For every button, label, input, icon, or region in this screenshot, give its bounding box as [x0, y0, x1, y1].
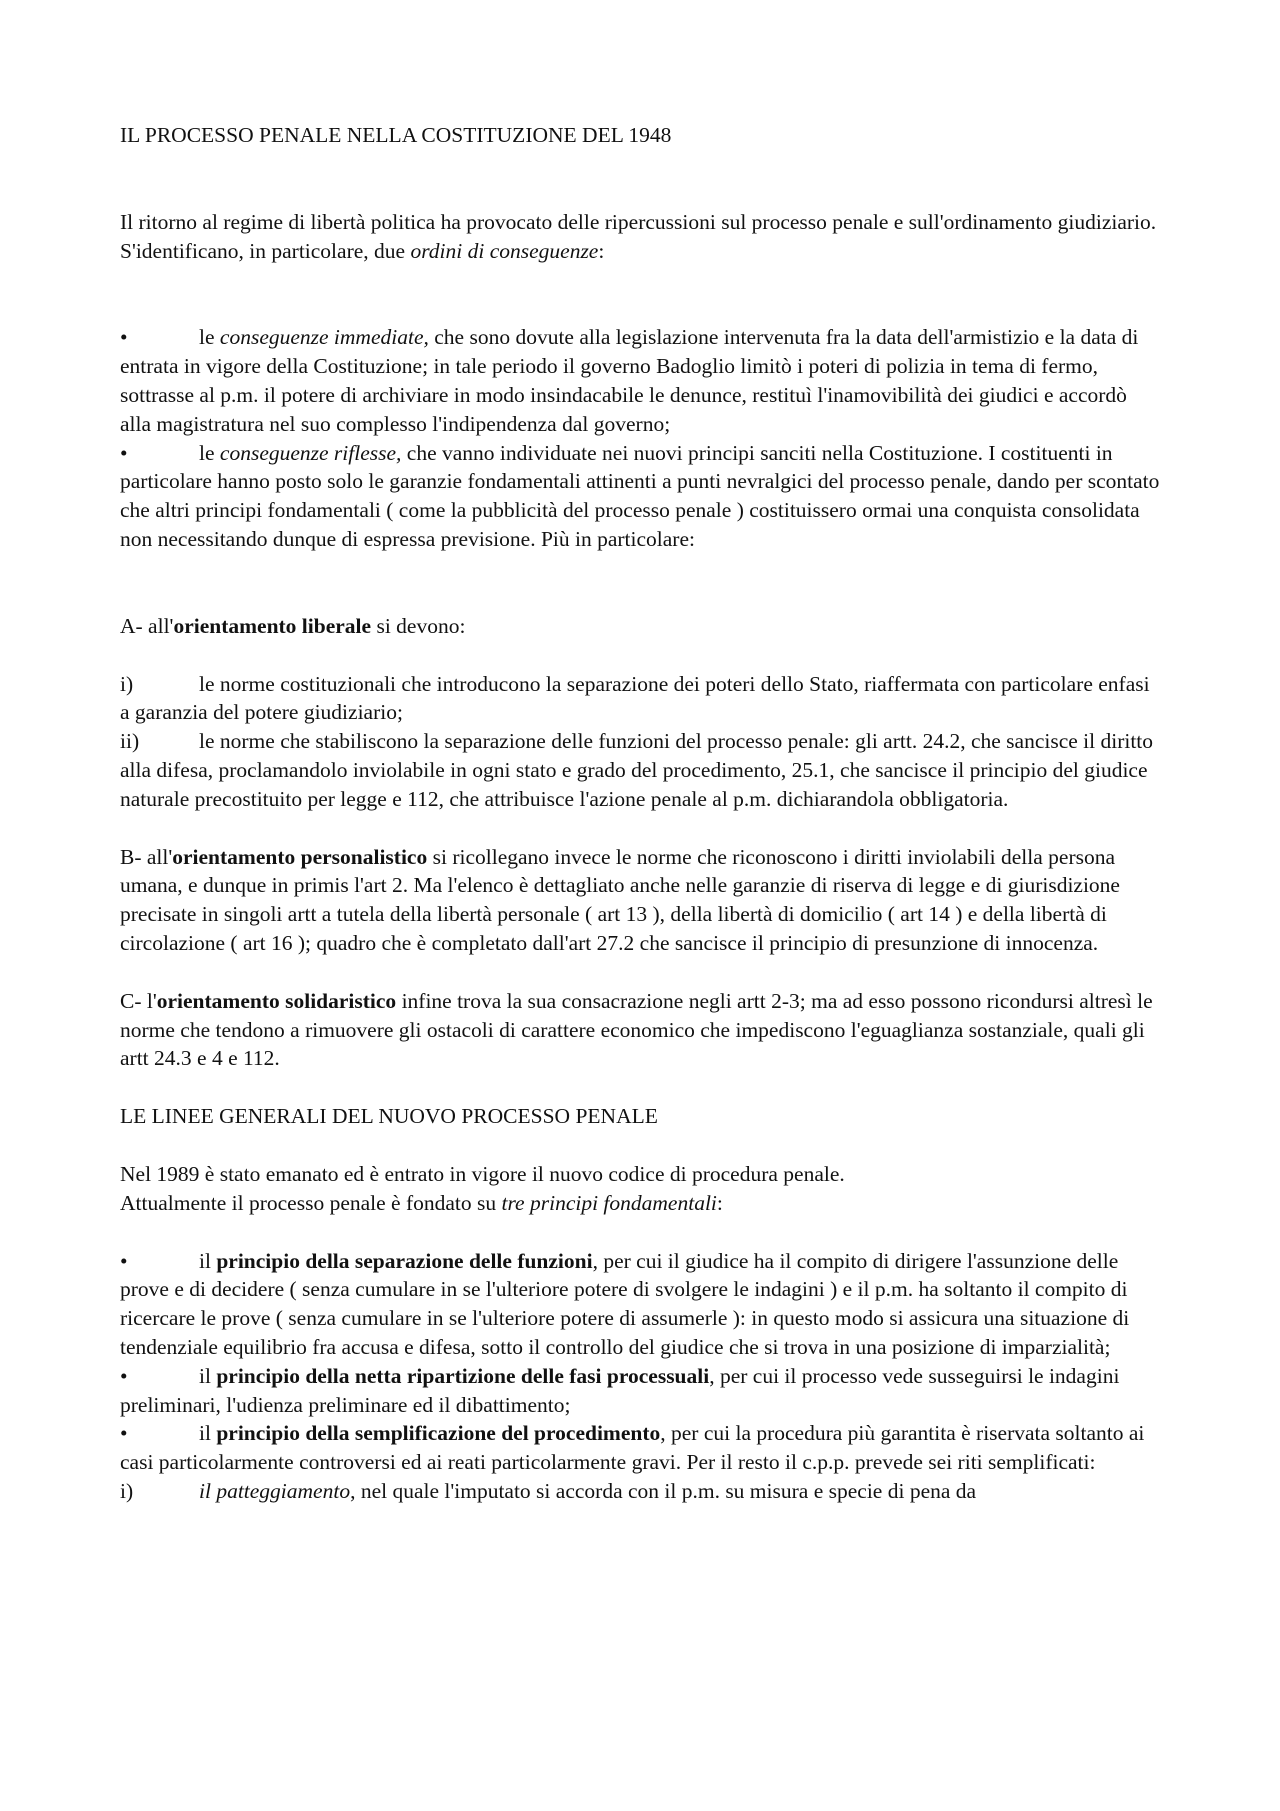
section-c-text: infine trova la sua consacrazione negli artt 2-3; ma ad esso possono ricondursi altresì le norme che tendono a rimuovere gli ostacoli di carattere economico che impediscono l'eguaglianza sostanziale, quali gli artt 24.3 e 4 e 112.: [120, 988, 1153, 1071]
spacer: [120, 1073, 1160, 1102]
item-emphasis: il patteggiamento: [199, 1478, 351, 1503]
intro-text: Il ritorno al regime di libertà politica ha provocato delle ripercussioni sul processo penale e sull'ordinamento giudiziario. S'identificano, in particolare, due: [120, 209, 1157, 263]
roman-marker: ii): [120, 729, 140, 754]
spacer: [120, 1131, 1160, 1160]
spacer: [120, 958, 1160, 987]
nuovo-line-1: Nel 1989 è stato emanato ed è entrato in vigore il nuovo codice di procedura penale.: [120, 1161, 845, 1186]
item-lead: il: [199, 1421, 217, 1446]
spacer: [120, 265, 1160, 323]
section-a-prefix: A- all': [120, 613, 174, 638]
item-emphasis: conseguenze immediate,: [219, 325, 429, 350]
spacer: [120, 641, 1160, 670]
bullet-marker: •: [120, 1363, 128, 1388]
section-b-paragraph: [120, 843, 1160, 958]
roman-marker: i): [120, 1478, 134, 1503]
list-item-a-ii: [120, 727, 1160, 813]
section-a-bold: orientamento liberale: [173, 613, 372, 638]
item-text: che sono dovute alla legislazione intervenuta fra la data dell'armistizio e la data di entrata in vigore della Costituzione; in tale periodo il governo Badoglio limitò i poteri di polizia in tema di fermo, sottrasse al p.m. il potere di archiviare in modo insindacabile le denunce, restituì l'inamovibilità dei giudici e accordò alla magistratura nel suo complesso l'indipendenza dal governo;: [120, 325, 1139, 436]
section-b-text: si ricollegano invece le norme che riconoscono i diritti inviolabili della persona umana, e dunque in primis l'art 2. Ma l'elenco è dettagliato anche nelle garanzie di riserva di legge e di giurisdizione precisate in singoli artt a tutela della libertà personale ( art 13 ), della libertà di domicilio ( art 14 ) e della libertà di circolazione ( art 16 ); quadro che è completato dall'art 27.2 che sancisce il principio di presunzione di innocenza.: [120, 844, 1120, 955]
bullet-marker: •: [120, 325, 128, 350]
item-text: le norme che stabiliscono la separazione delle funzioni del processo penale: gli artt. 24.2, che sancisce il diritto alla difesa, proclamandolo inviolabile in ogni stato e grado del procedimento, 25.1, che sancisce il principio del giudice naturale precostituito per legge e 112, che attribuisce l'azione penale al p.m. dichiarandola obbligatoria.: [120, 729, 1154, 811]
list-item-consequence-riflesse: [120, 439, 1160, 554]
item-text: che vanno individuate nei nuovi principi sanciti nella Costituzione. I costituenti in particolare hanno posto solo le garanzie fondamentali attinenti a punti nevralgici del processo penale, dando per scontato che altri principi fondamentali ( come la pubblicità del processo penale ) costituissero ormai una conquista consolidata non necessitando dunque di espressa previsione. Più in particolare:: [120, 440, 1160, 551]
list-item-consequence-immediate: [120, 323, 1160, 438]
nuovo-text: Attualmente il processo penale è fondato su: [120, 1190, 502, 1215]
item-text: , per cui il giudice ha il compito di dirigere l'assunzione delle prove e di decidere ( senza cumulare in se l'ulteriore potere di svolgere le indagini ) e il p.m. ha soltanto il compito di ricercare le prove ( senza cumulare in se l'ulteriore potere di assumerle ): in questo modo si assicura una situazione di tendenziale equilibrio fra accusa e difesa, sotto il controllo del giudice che si trova in una posizione di imparzialità;: [120, 1248, 1130, 1359]
item-text: , nel quale l'imputato si accorda con il p.m. su misura e specie di pena da: [350, 1478, 977, 1503]
nuovo-colon: :: [716, 1190, 723, 1215]
list-item-a-i: [120, 670, 1160, 728]
item-text: le norme costituzionali che introducono la separazione dei poteri dello Stato, riaffermata con particolare enfasi a garanzia del potere giudiziario;: [120, 671, 1150, 725]
item-lead: le: [199, 440, 220, 465]
spacer: [120, 814, 1160, 843]
intro-paragraph: [120, 208, 1160, 266]
section-c-prefix: C- l': [120, 988, 157, 1013]
intro-emphasis: ordini di conseguenze: [410, 238, 599, 263]
section-b-prefix: B- all': [120, 844, 173, 869]
nuovo-line-2: [120, 1189, 1160, 1218]
intro-colon: :: [598, 238, 605, 263]
item-emphasis: conseguenze riflesse,: [219, 440, 402, 465]
item-lead: il: [199, 1363, 217, 1388]
item-bold: principio della separazione delle funzioni: [216, 1248, 593, 1273]
document-title: IL PROCESSO PENALE NELLA COSTITUZIONE DEL 1948: [120, 123, 672, 147]
spacer: [120, 554, 1160, 612]
section-a-suffix: si devono:: [371, 613, 466, 638]
list-item-principle-2: [120, 1362, 1160, 1420]
list-item-principle-1: [120, 1247, 1160, 1362]
item-text: , per cui il processo vede susseguirsi le indagini preliminari, l'udienza preliminare ed il dibattimento;: [120, 1363, 1120, 1417]
bullet-marker: •: [120, 1248, 128, 1273]
section-a-heading: [120, 612, 1160, 641]
roman-marker: i): [120, 671, 134, 696]
item-text: , per cui la procedura più garantita è riservata soltanto ai casi particolarmente controversi ed ai reati particolarmente gravi. Per il resto il c.p.p. prevede sei riti semplificati:: [120, 1421, 1145, 1475]
bullet-marker: •: [120, 1421, 128, 1446]
item-bold: principio della semplificazione del procedimento: [216, 1421, 661, 1446]
section-subtitle: LE LINEE GENERALI DEL NUOVO PROCESSO PENALE: [120, 1104, 658, 1129]
item-lead: le: [199, 325, 220, 350]
list-item-rite-i: [120, 1477, 1160, 1506]
list-item-principle-3: [120, 1419, 1160, 1477]
nuovo-emphasis: tre principi fondamentali: [501, 1190, 717, 1215]
section-b-bold: orientamento personalistico: [172, 844, 428, 869]
section-c-bold: orientamento solidaristico: [156, 988, 397, 1013]
bullet-marker: •: [120, 440, 128, 465]
item-lead: il: [199, 1248, 217, 1273]
item-bold: principio della netta ripartizione delle fasi processuali: [216, 1363, 710, 1388]
spacer: [120, 1218, 1160, 1247]
section-c-paragraph: [120, 987, 1160, 1073]
